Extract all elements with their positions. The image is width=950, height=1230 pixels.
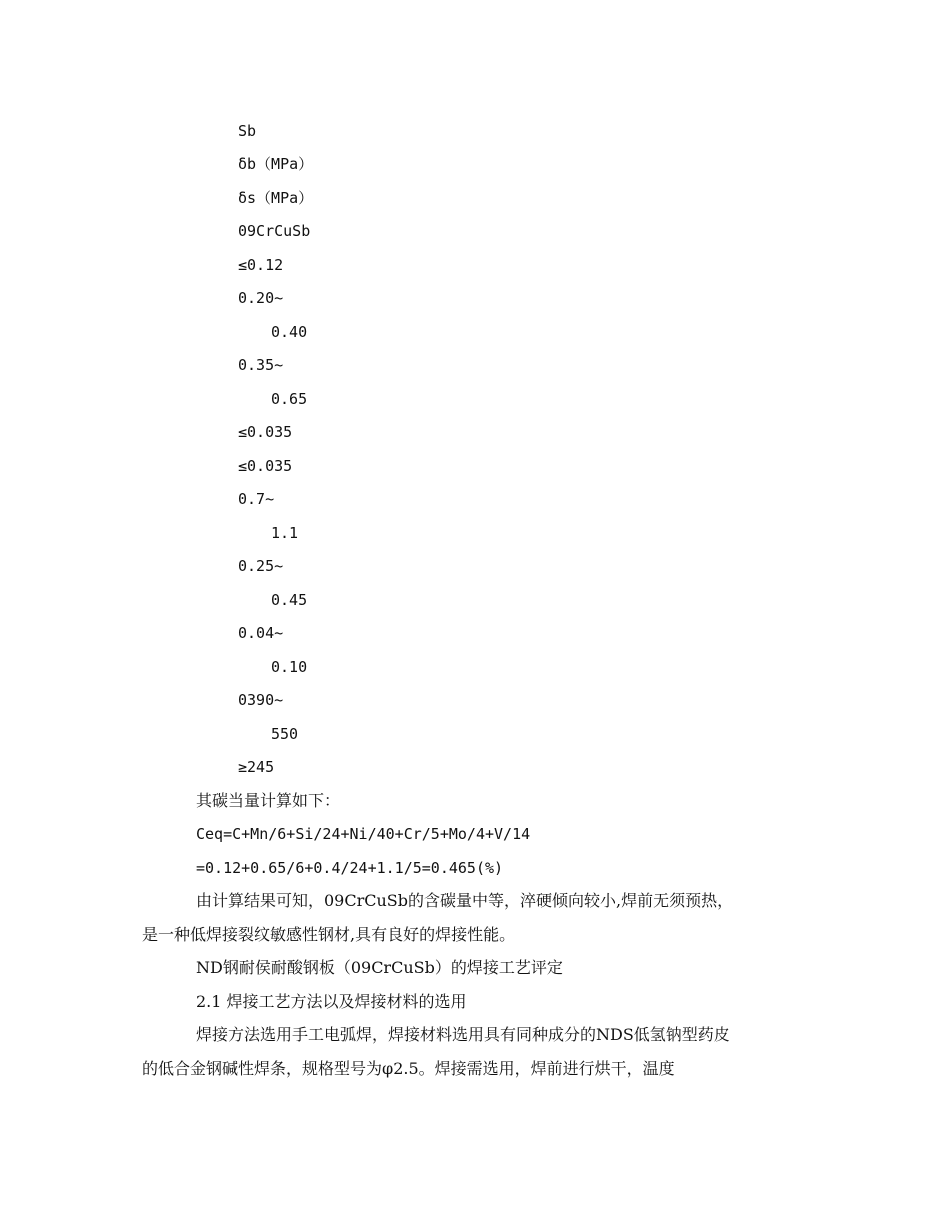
table-cell: 0.40 <box>271 323 308 341</box>
table-cell: 0.25~ <box>238 557 284 575</box>
table-cell: δs（MPa） <box>238 189 314 207</box>
table-cell: 0.20~ <box>238 289 284 307</box>
table-cell: ≤0.12 <box>238 256 284 274</box>
subsection-title: 2.1 焊接工艺方法以及焊接材料的选用 <box>196 992 467 1011</box>
welding-text: 焊接方法选用手工电弧焊，焊接材料选用具有同种成分的NDS低氢钠型药皮 <box>196 1025 730 1044</box>
table-cell: 0.65 <box>271 390 308 408</box>
table-cell: 0.45 <box>271 591 308 609</box>
table-cell: ≥245 <box>238 758 275 776</box>
carbon-intro-text: 其碳当量计算如下： <box>196 791 341 810</box>
conclusion-text: 由计算结果可知，09CrCuSb的含碳量中等，淬硬倾向较小,焊前无须预热， <box>196 891 734 910</box>
table-cell: 0.04~ <box>238 624 284 642</box>
table-cell: Sb <box>238 122 257 140</box>
table-cell: 550 <box>271 725 299 743</box>
table-cell: 1.1 <box>271 524 299 542</box>
table-cell: 0.7~ <box>238 490 275 508</box>
table-cell: 0390~ <box>238 691 284 709</box>
table-cell: ≤0.035 <box>238 423 293 441</box>
table-cell: 09CrCuSb <box>238 222 311 240</box>
conclusion-text: 是一种低焊接裂纹敏感性钢材,具有良好的焊接性能。 <box>142 925 516 944</box>
formula-line: Ceq=C+Mn/6+Si/24+Ni/40+Cr/5+Mo/4+V/14 <box>196 825 531 843</box>
table-cell: δb（MPa） <box>238 155 314 173</box>
formula-line: =0.12+0.65/6+0.4/24+1.1/5=0.465(%) <box>196 859 504 877</box>
welding-text: 的低合金钢碱性焊条，规格型号为φ2.5。焊接需选用，焊前进行烘干，温度 <box>142 1059 675 1078</box>
table-cell: ≤0.035 <box>238 457 293 475</box>
table-cell: 0.10 <box>271 658 308 676</box>
section-title: ND钢耐侯耐酸钢板（09CrCuSb）的焊接工艺评定 <box>196 958 563 977</box>
table-cell: 0.35~ <box>238 356 284 374</box>
